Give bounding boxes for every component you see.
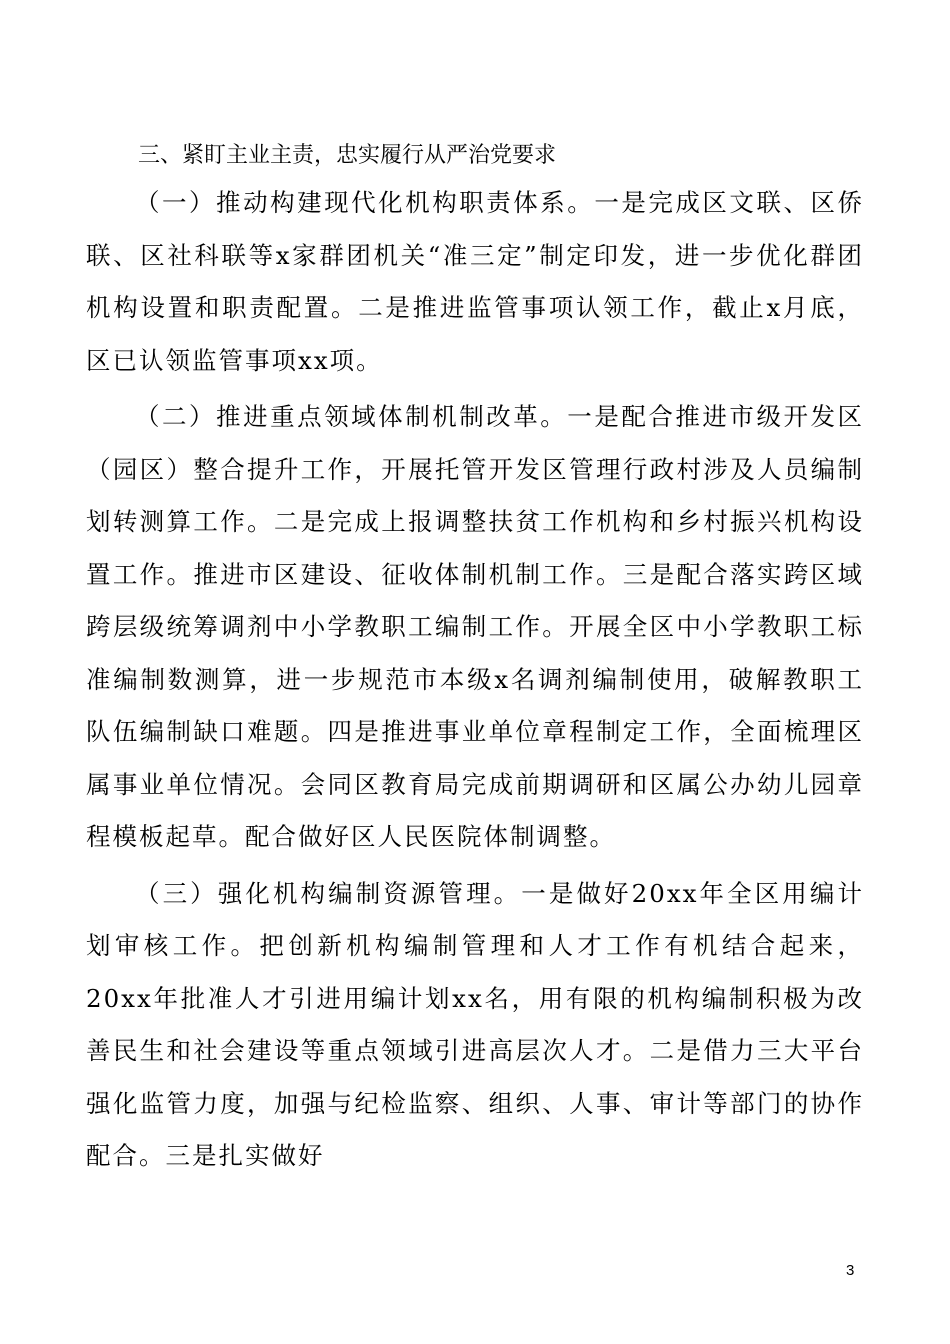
paragraph-three: （三）强化机构编制资源管理。一是做好20xx年全区用编计划审核工作。把创新机构编制管理和人才工作有机结合起来，20xx年批准人才引进用编计划xx名，用有限的机构编制积极为改善民生和社会建设等重点领域引进高层次人才。二是借力三大平台强化监管力度，加强与纪检监察、组织、人事、审计等部门的协作配合。三是扎实做好 [86, 878, 864, 1170]
body-text [86, 177, 864, 1183]
paragraph-two: （二）推进重点领域体制机制改革。一是配合推进市级开发区（园区）整合提升工作，开展托管开发区管理行政村涉及人员编制划转测算工作。二是完成上报调整扶贫工作机构和乡村振兴机构设置工作。推进市区建设、征收体制机制工作。三是配合落实跨区域跨层级统筹调剂中小学教职工编制工作。开展全区中小学教职工标准编制数测算，进一步规范市本级x名调剂编制使用，破解教职工队伍编制缺口难题。四是推进事业单位章程制定工作，全面梳理区属事业单位情况。会同区教育局完成前期调研和区属公办幼儿园章程模板起草。配合做好区人民医院体制调整。 [86, 402, 864, 851]
paragraph-one: （一）推动构建现代化机构职责体系。一是完成区文联、区侨联、区社科联等x家群团机关“准三定”制定印发，进一步优化群团机构设置和职责配置。二是推进监管事项认领工作，截止x月底，区已认领监管事项xx项。 [86, 188, 864, 375]
section-heading: 三、紧盯主业主责，忠实履行从严治党要求 [138, 143, 557, 168]
page-number: 3 [846, 1262, 855, 1279]
